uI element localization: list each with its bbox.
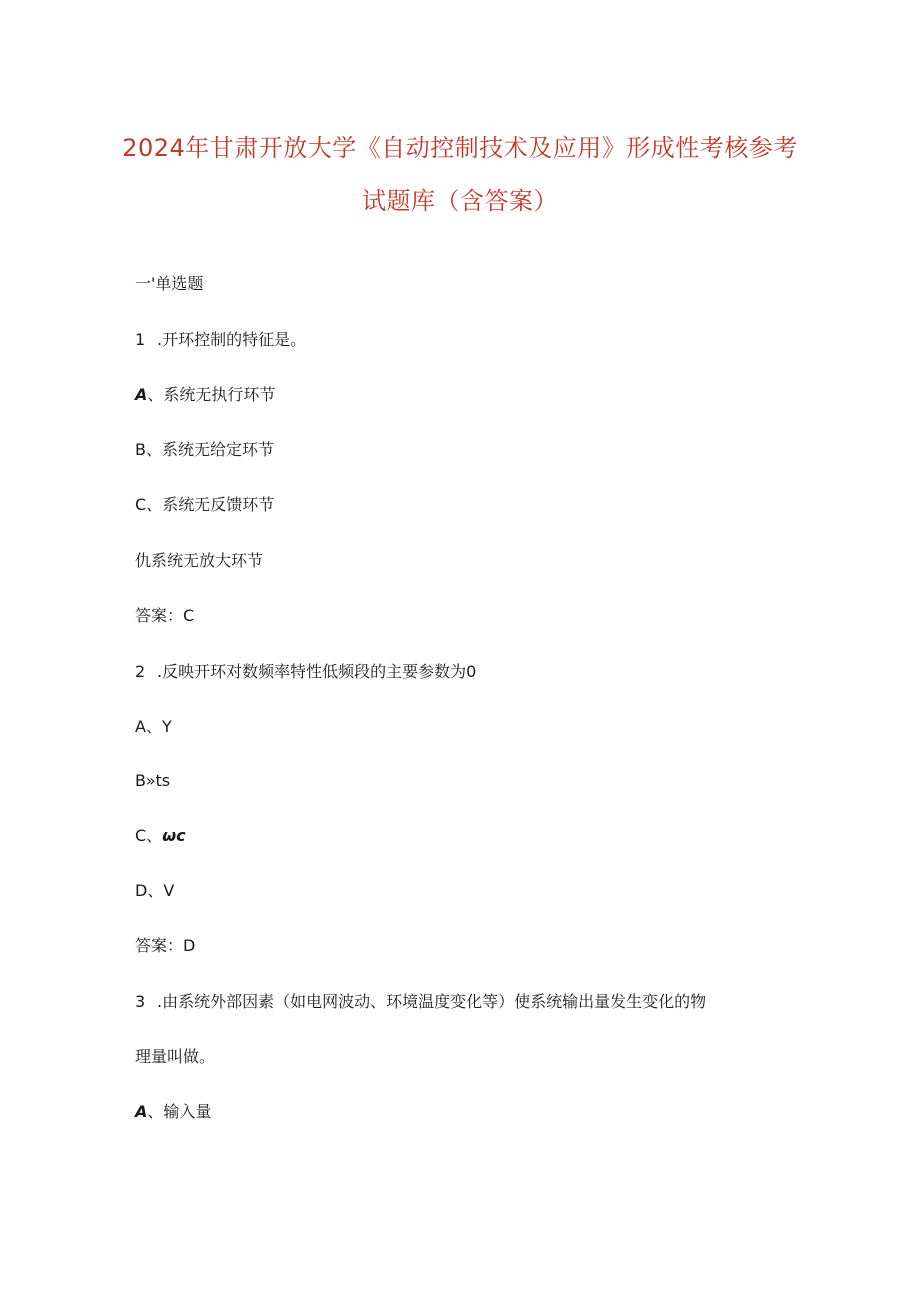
- option-label: A: [135, 385, 148, 404]
- option-label: C: [135, 826, 147, 845]
- option-text: 系统无执行环节: [163, 385, 276, 404]
- option-separator: »: [145, 771, 156, 790]
- section-heading: 一'单选题: [135, 274, 204, 293]
- option-label: 仇: [135, 551, 152, 570]
- option-separator: 、: [146, 495, 163, 514]
- option-label: A: [135, 717, 146, 736]
- question-text: .由系统外部因素（如电网波动、环境温度变化等）使系统输出量发生变化的物: [157, 992, 707, 1011]
- option-a: [135, 717, 172, 737]
- question-2: [135, 662, 476, 682]
- option-text: V: [163, 881, 175, 900]
- option-d: [135, 551, 263, 571]
- option-text: 输入量: [163, 1102, 212, 1121]
- option-label: A: [135, 1102, 148, 1121]
- option-c: [135, 826, 186, 846]
- question-3-continuation: 理量叫做。: [135, 1047, 216, 1066]
- option-a: [135, 1102, 211, 1122]
- option-label: D: [135, 881, 148, 900]
- question-number: 1: [135, 330, 146, 349]
- question-number: 2: [135, 662, 146, 681]
- question-text: .开环控制的特征是。: [157, 330, 307, 349]
- option-b: [135, 771, 170, 791]
- option-b: [135, 440, 274, 460]
- option-text: 系统无放大环节: [151, 551, 264, 570]
- option-label: B: [135, 771, 146, 790]
- option-text: 系统无给定环节: [162, 440, 275, 459]
- option-separator: 、: [145, 440, 162, 459]
- option-d: [135, 881, 174, 901]
- option-separator: 、: [147, 1102, 164, 1121]
- question-3: [135, 992, 706, 1012]
- option-a: [135, 385, 275, 405]
- question-text: .反映开环对数频率特性低频段的主要参数为0: [157, 662, 477, 681]
- question-1: [135, 330, 306, 350]
- question-number: 3: [135, 992, 146, 1011]
- option-text: Y: [161, 717, 172, 736]
- answer-2: 答案：D: [135, 936, 196, 955]
- title-line-2: 试题库（含答案）: [362, 187, 558, 215]
- option-separator: 、: [147, 881, 164, 900]
- option-text: 系统无反馈环节: [162, 495, 275, 514]
- option-text: ωc: [162, 826, 186, 845]
- option-separator: 、: [146, 826, 163, 845]
- option-label: C: [135, 495, 147, 514]
- title-line-1: 2024年甘肃开放大学《自动控制技术及应用》形成性考核参考: [122, 134, 798, 162]
- answer-1: 答案：C: [135, 606, 195, 625]
- option-separator: 、: [147, 385, 164, 404]
- option-label: B: [135, 440, 146, 459]
- option-separator: 、: [145, 717, 162, 736]
- option-c: [135, 495, 274, 515]
- option-text: ts: [155, 771, 171, 790]
